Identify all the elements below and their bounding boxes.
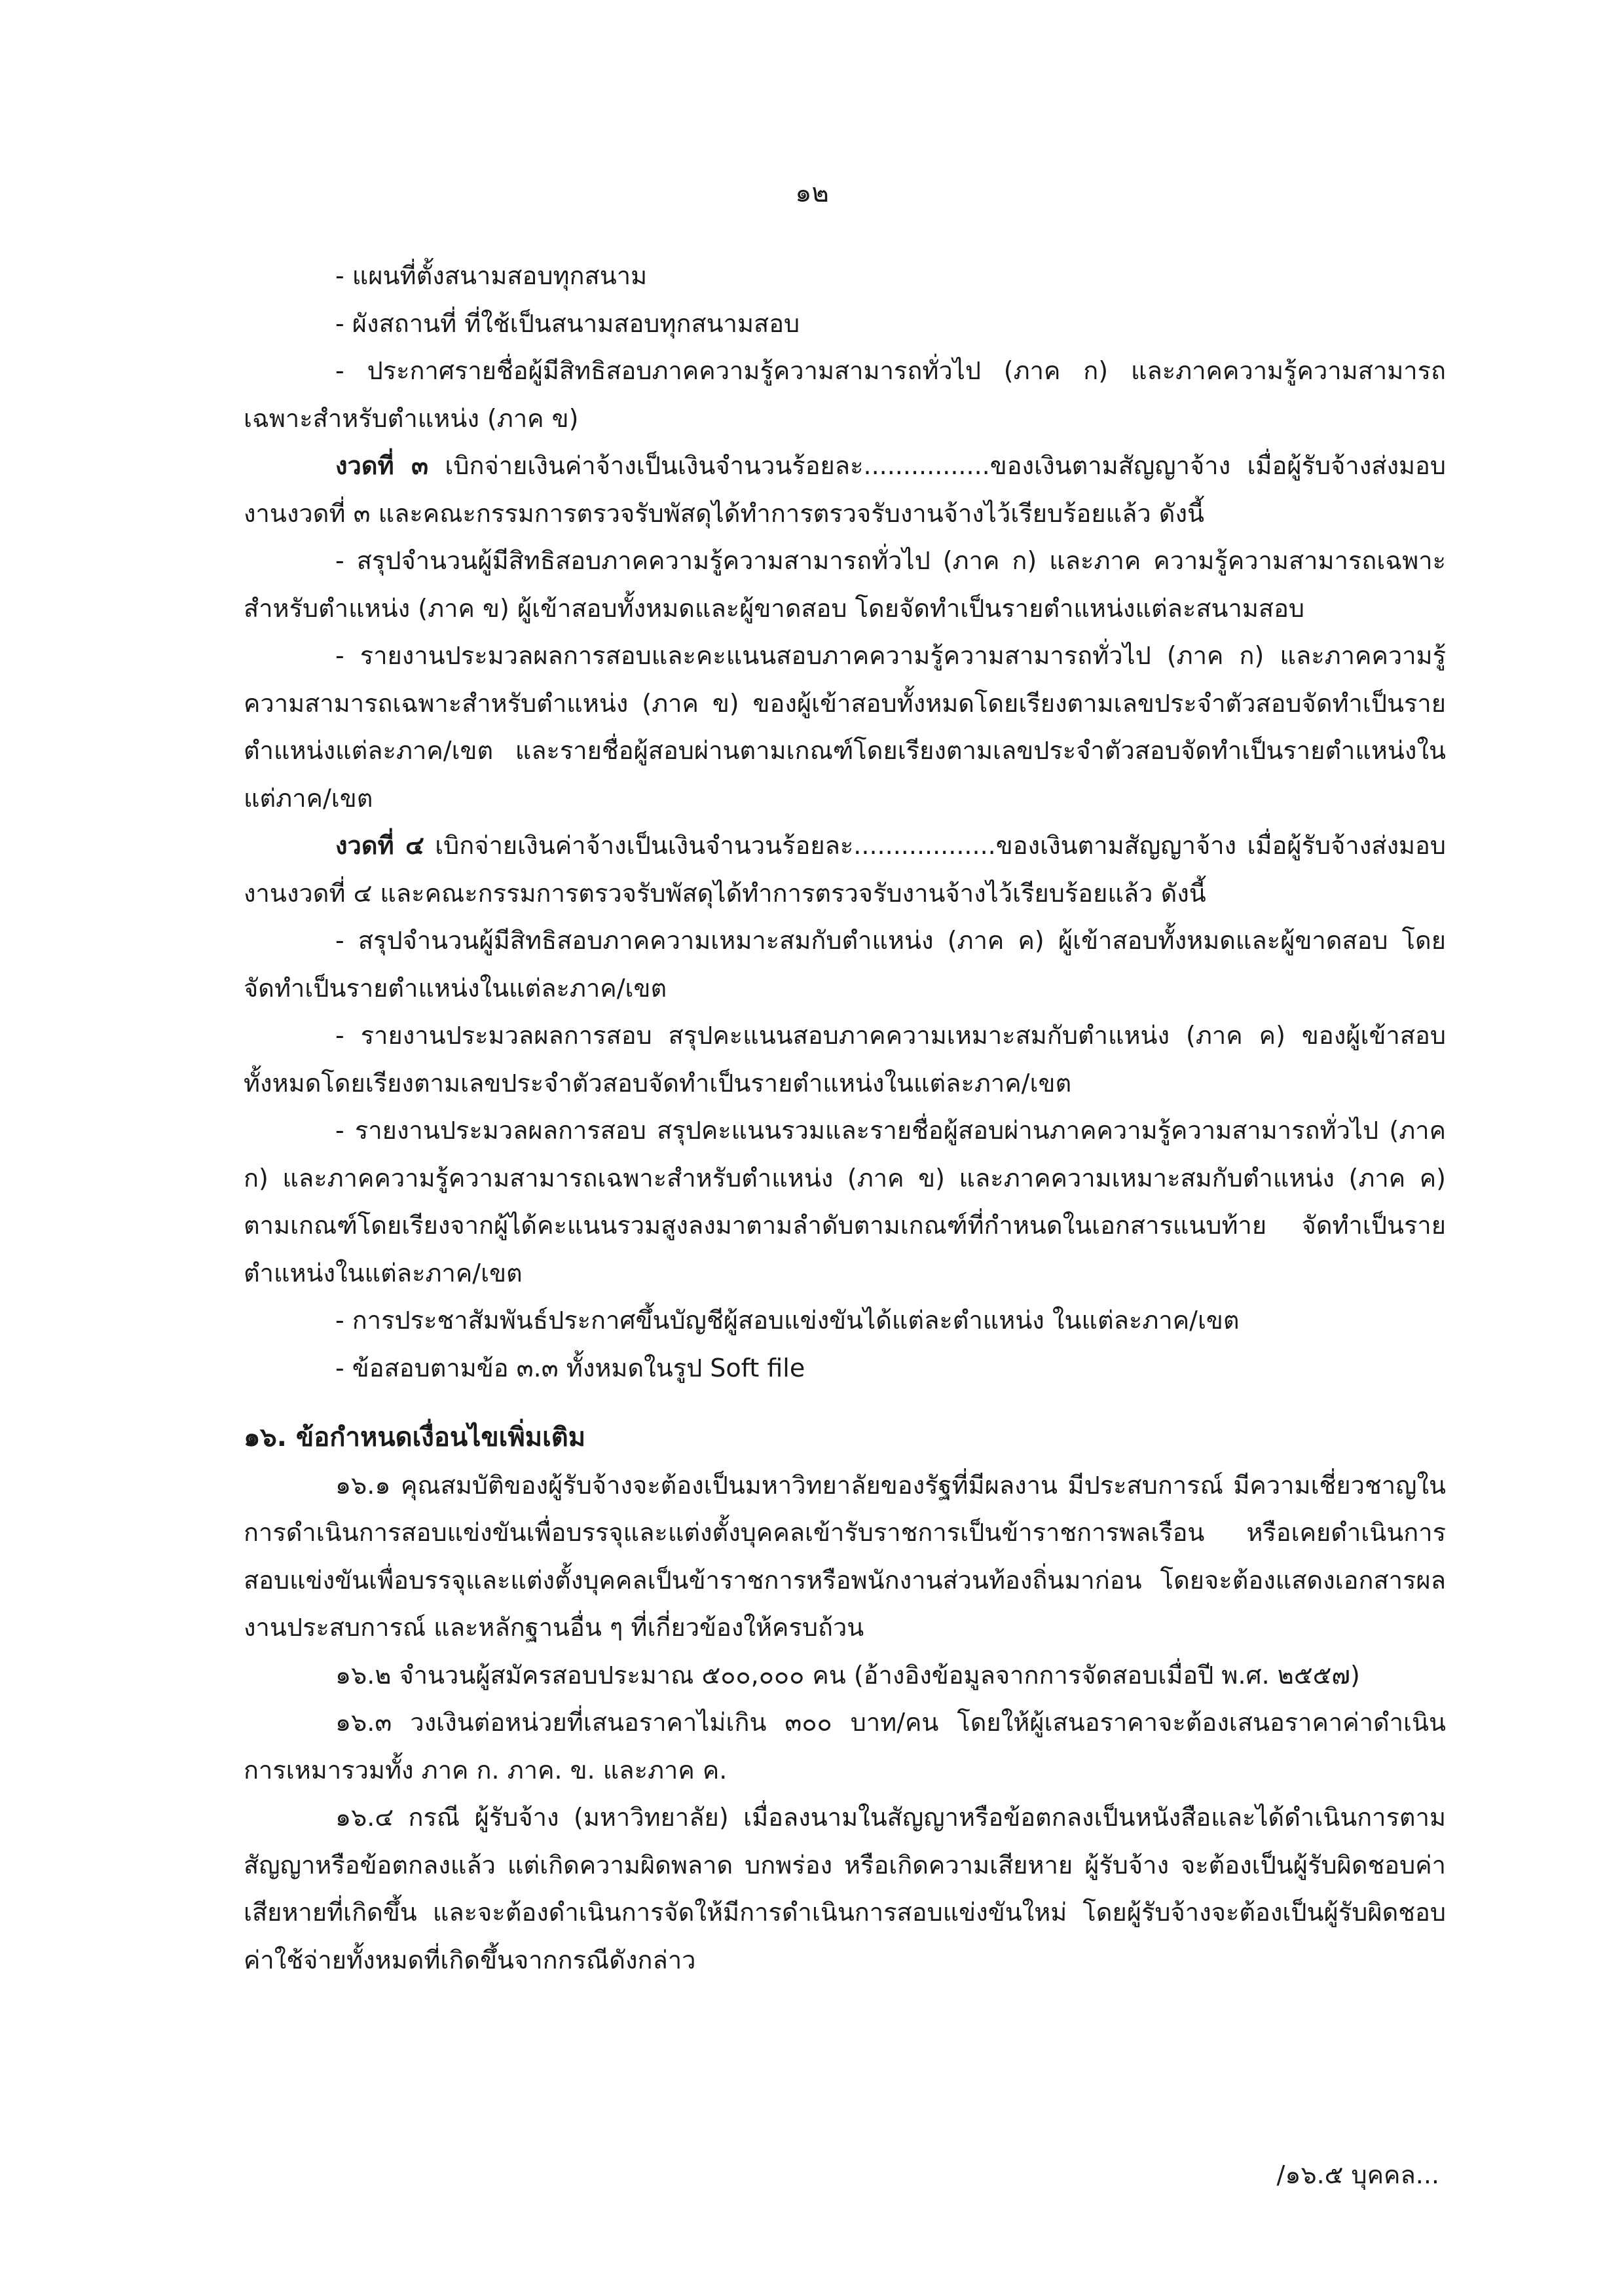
bullet-total-score-report: - รายงานประมวลผลการสอบ สรุปคะแนนรวมและรายชื่อผู้สอบผ่านภาคความรู้ความสามารถทั่วไป (ภาค ก) และภาคความรู้ความสามารถเฉพาะสำหรับตำแหน่ง (ภาค ข) และภาคความเหมาะสมกับตำแหน่ง (ภาค ค) ตามเกณฑ์โดยเรียงจากผู้ได้คะแนนรวมสูงลงมาตามลำดับตามเกณฑ์ที่กำหนดในเอกสารแนบท้าย จัดทำเป็นรายตำแหน่งในแต่ละภาค/เขต bbox=[244, 1116, 1446, 1287]
section-16-heading: ๑๖. ข้อกำหนดเงื่อนไขเพิ่มเติม bbox=[244, 1422, 586, 1453]
installment-3 bbox=[244, 442, 1446, 537]
installment-3-label: งวดที่ ๓ bbox=[335, 451, 429, 480]
installment-4 bbox=[244, 822, 1446, 917]
clause-16-1: ๑๖.๑ คุณสมบัติของผู้รับจ้างจะต้องเป็นมหาวิทยาลัยของรัฐที่มีผลงาน มีประสบการณ์ มีความเชี่ยวชาญในการดำเนินการสอบแข่งขันเพื่อบรรจุและแต่งตั้งบุคคลเข้ารับราชการเป็นข้าราชการพลเรือน หรือเคยดำเนินการสอบแข่งขันเพื่อบรรจุและแต่งตั้งบุคคลเป็นข้าราชการหรือพนักงานส่วนท้องถิ่นมาก่อน โดยจะต้องแสดงเอกสารผลงานประสบการณ์ และหลักฐานอื่น ๆ ที่เกี่ยวข้องให้ครบถ้วน bbox=[244, 1470, 1446, 1642]
document-body bbox=[244, 252, 1446, 1984]
bullet-part-c-score-report: - รายงานประมวลผลการสอบ สรุปคะแนนสอบภาคความเหมาะสมกับตำแหน่ง (ภาค ค) ของผู้เข้าสอบทั้งหมดโดยเรียงตามเลขประจำตัวสอบจัดทำเป็นรายตำแหน่งในแต่ละภาค/เขต bbox=[244, 1021, 1446, 1098]
clause-16-4: ๑๖.๔ กรณี ผู้รับจ้าง (มหาวิทยาลัย) เมื่อลงนามในสัญญาหรือข้อตกลงเป็นหนังสือและได้ดำเนินการตามสัญญาหรือข้อตกลงแล้ว แต่เกิดความผิดพลาด บกพร่อง หรือเกิดความเสียหาย ผู้รับจ้าง จะต้องเป็นผู้รับผิดชอบค่าเสียหายที่เกิดขึ้น และจะต้องดำเนินการจัดให้มีการดำเนินการสอบแข่งขันใหม่ โดยผู้รับจ้างจะต้องเป็นผู้รับผิดชอบค่าใช้จ่ายทั้งหมดที่เกิดขึ้นจากกรณีดังกล่าว bbox=[244, 1803, 1446, 1974]
bullet-exam-site-maps: - แผนที่ตั้งสนามสอบทุกสนาม bbox=[335, 261, 648, 290]
bullet-part-c-summary: - สรุปจำนวนผู้มีสิทธิสอบภาคความเหมาะสมกับตำแหน่ง (ภาค ค) ผู้เข้าสอบทั้งหมดและผู้ขาดสอบ โดยจัดทำเป็นรายตำแหน่งในแต่ละภาค/เขต bbox=[244, 926, 1446, 1003]
bullet-eligible-summary: - สรุปจำนวนผู้มีสิทธิสอบภาคความรู้ความสามารถทั่วไป (ภาค ก) และภาค ความรู้ความสามารถเฉพาะสำหรับตำแหน่ง (ภาค ข) ผู้เข้าสอบทั้งหมดและผู้ขาดสอบ โดยจัดทำเป็นรายตำแหน่งแต่ละสนามสอบ bbox=[244, 546, 1446, 623]
page-number: ๑๒ bbox=[795, 178, 829, 208]
bullet-score-report: - รายงานประมวลผลการสอบและคะแนนสอบภาคความรู้ความสามารถทั่วไป (ภาค ก) และภาคความรู้ความสามารถเฉพาะสำหรับตำแหน่ง (ภาค ข) ของผู้เข้าสอบทั้งหมดโดยเรียงตามเลขประจำตัวสอบจัดทำเป็นรายตำแหน่งแต่ละภาค/เขต และรายชื่อผู้สอบผ่านตามเกณฑ์โดยเรียงตามเลขประจำตัวสอบจัดทำเป็นรายตำแหน่งในแต่ภาค/เขต bbox=[244, 641, 1446, 813]
bullet-exam-site-layouts: - ผังสถานที่ ที่ใช้เป็นสนามสอบทุกสนามสอบ bbox=[335, 308, 800, 338]
installment-3-text: เบิกจ่ายเงินค่าจ้างเป็นเงินจำนวนร้อยละ................ของเงินตามสัญญาจ้าง เมื่อผู้รับจ้างส่งมอบงานงวดที่ ๓ และคณะกรรมการตรวจรับพัสดุได้ทำการตรวจรับงานจ้างไว้เรียบร้อยแล้ว ดังนี้ bbox=[244, 451, 1446, 528]
clause-16-3: ๑๖.๓ วงเงินต่อหน่วยที่เสนอราคาไม่เกิน ๓๐๐ บาท/คน โดยให้ผู้เสนอราคาจะต้องเสนอราคาค่าดำเนินการเหมารวมทั้ง ภาค ก. ภาค. ข. และภาค ค. bbox=[244, 1708, 1446, 1785]
installment-4-label: งวดที่ ๔ bbox=[335, 831, 424, 860]
bullet-eligible-candidates-announcement: - ประกาศรายชื่อผู้มีสิทธิสอบภาคความรู้ความสามารถทั่วไป (ภาค ก) และภาคความรู้ความสามารถเฉพาะสำหรับตำแหน่ง (ภาค ข) bbox=[244, 356, 1446, 433]
installment-4-text: เบิกจ่ายเงินค่าจ้างเป็นเงินจำนวนร้อยละ..................ของเงินตามสัญญาจ้าง เมื่อผู้รับจ้างส่งมอบงานงวดที่ ๔ และคณะกรรมการตรวจรับพัสดุได้ทำการตรวจรับงานจ้างไว้เรียบร้อยแล้ว ดังนี้ bbox=[244, 831, 1446, 908]
clause-16-2: ๑๖.๒ จำนวนผู้สมัครสอบประมาณ ๕๐๐,๐๐๐ คน (อ้างอิงข้อมูลจากการจัดสอบเมื่อปี พ.ศ. ๒๕๕๗) bbox=[335, 1660, 1360, 1690]
bullet-soft-file: - ข้อสอบตามข้อ ๓.๓ ทั้งหมดในรูป Soft file bbox=[335, 1353, 805, 1382]
bullet-publicity: - การประชาสัมพันธ์ประกาศขึ้นบัญชีผู้สอบแข่งขันได้แต่ละตำแหน่ง ในแต่ละภาค/เขต bbox=[335, 1306, 1240, 1335]
continuation-note: /๑๖.๕ บุคคล... bbox=[1276, 2160, 1439, 2189]
